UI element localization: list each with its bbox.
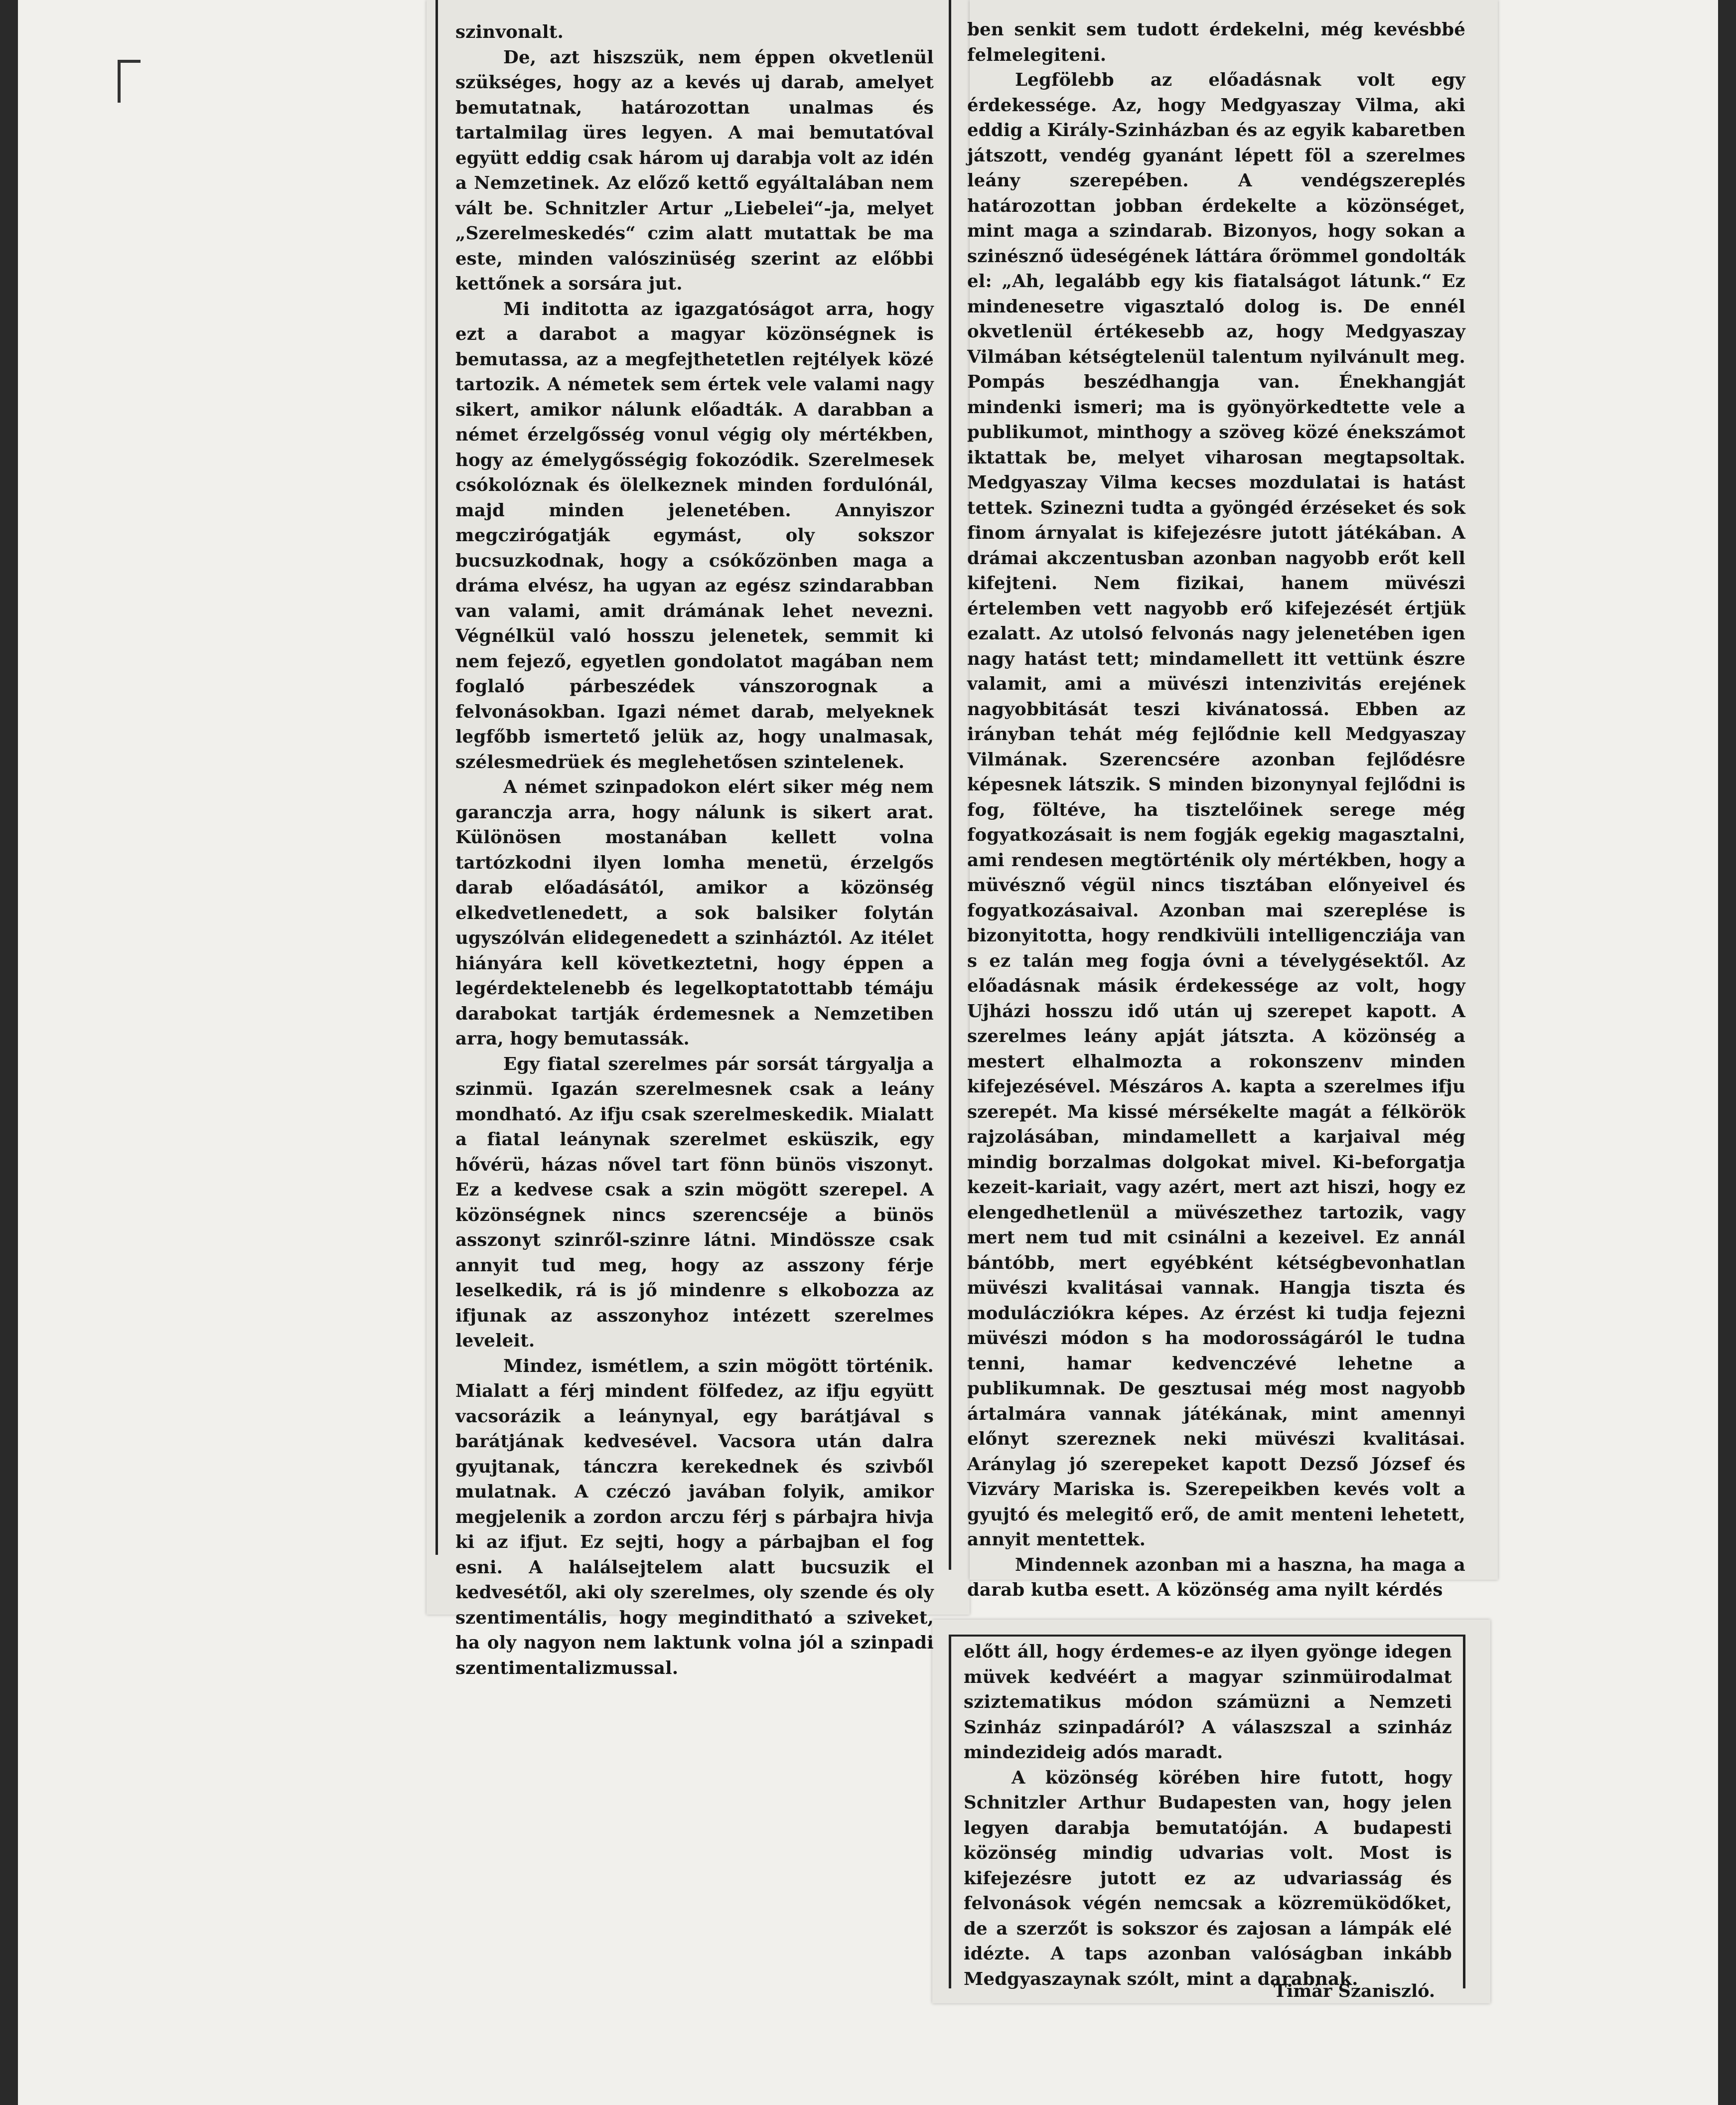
paragraph: Mi inditotta az igazgatóságot arra, hogy ezt a darabot a magyar közönségnek is bemutassa, az a megfejthetetlen rejtélyek közé tartozik. A németek sem értek vele valami nagy sikert, amikor nálunk előadták. A darabban a német érzelgősség vonul végig oly mértékben, hogy az émelygősségig fokozódik. Szerelmesek csókolóznak és ölelkeznek minden fordulónál, majd minden jelenetében. Annyiszor megczirógatják egymást, oly sokszor bucsuzkodnak, hogy a csókőzönben maga a dráma elvész, ha ugyan az egész szindarabban van valami, amit drámának lehet nevezni. Végnélkül való hosszu jelenetek, semmit ki nem fejező, egyetlen gondolatot magában nem foglaló párbeszédek vánszorognak a felvonásokban. Igazi német darab, melyeknek legfőbb ismertető jelük az, hogy unalmasak, szélesmedrüek és meglehetősen szintelenek. (455, 299, 934, 772)
column-rule-left (435, 0, 438, 1555)
column-rule-bottom-right (1463, 1635, 1465, 1988)
paragraph: Egy fiatal szerelmes pár sorsát tárgyalja a szinmü. Igazán szerelmesnek csak a leány mondható. Az ifju csak szerelmeskedik. Mialatt a fiatal leánynak szerelmet esküszik, egy hővérü, házas nővel tart fönn bünös viszonyt. Ez a kedvese csak a szin mögött szerepel. A közönségnek nincs szerencséje a bünös asszonyt szinről-szinre látni. Mindössze csak annyit tud meg, hogy az asszony férje leselkedik, rá is jő mindenre s elkobozza az ifjunak az asszonyhoz intézett szerelmes leveleit. (455, 1053, 934, 1351)
article-column-3 (964, 1640, 1452, 1992)
column-rule-middle (949, 0, 951, 1570)
author-signature: Timár Szaniszló. (1274, 1981, 1436, 2001)
article-column-1 (455, 20, 934, 1681)
film-border-left (0, 0, 18, 2105)
paragraph: De, azt hiszszük, nem éppen okvetlenül szükséges, hogy az a kevés uj darab, amelyet bemutatnak, határozottan unalmas és tartalmilag üres legyen. A mai bemutatóval együtt eddig csak három uj darabja volt az idén a Nemzetinek. Az előző kettő egyáltalában nem vált be. Schnitzler Artur „Liebelei“-ja, melyet „Szerelmeskedés“ czim alatt mutattak be ma este, minden valószinüség szerint az előbbi kettőnek a sorsára jut. (455, 47, 934, 294)
scan-sheet (18, 0, 1718, 2105)
paragraph: ben senkit sem tudott érdekelni, még kevésbbé felmelegiteni. (967, 19, 1465, 65)
paragraph: Mindennek azonban mi a haszna, ha maga a darab kutba esett. A közönség ama nyilt kérdés (967, 1554, 1465, 1600)
paragraph: szinvonalt. (455, 22, 564, 42)
paragraph: A közönség körében hire futott, hogy Schnitzler Arthur Budapesten van, hogy jelen legyen darabja bemutatóján. A budapesti közönség mindig udvarias volt. Most is kifejezésre jutott ez az udvariasság és felvonások végén nemcsak a közremüködőket, de a szerzőt is sokszor és zajosan a lámpák elé idézte. A taps azonban valóságban inkább Medgyaszaynak szólt, mint a darabnak. (964, 1767, 1452, 1989)
paragraph: A német szinpadokon elért siker még nem garanczja arra, hogy nálunk is sikert arat. Különösen mostanában kellett volna tartózkodni ilyen lomha menetü, érzelgős darab előadásától, amikor a közönség elkedvetlenedett, a sok balsiker folytán ugyszólván elidegenedett a szinháztól. Az itélet hiányára kell következtetni, hogy éppen a legérdektelenebb és legelkoptatottabb témáju darabokat tartják érdemesnek a Nemzetiben arra, hogy bemutassák. (455, 777, 934, 1049)
corner-mark (118, 60, 141, 103)
paragraph: előtt áll, hogy érdemes-e az ilyen gyönge idegen müvek kedvéért a magyar szinmüirodalmat sziztematikus módon számüzni a Nemzeti Szinház szinpadáról? A válaszszal a szinház mindezideig adós maradt. (964, 1642, 1452, 1763)
paragraph: Mindez, ismétlem, a szin mögött történik. Mialatt a férj mindent fölfedez, az ifju együtt vacsorázik a leánynyal, egy barátjával s barátjának kedvesével. Vacsora után dalra gyujtanak, tánczra kerekednek és szivből mulatnak. A czéczó javában folyik, amikor megjelenik a zordon arczu férj s párbajra hivja ki az ifjut. Ez sejti, hogy a párbajban el fog esni. A halálsejtelem alatt bucsuzik el kedvesétől, aki oly szerelmes, oly szende és oly szentimentális, hogy meginditható a sziveket, ha oly nagyon nem laktunk volna jól a szinpadi szentimentalizmussal. (455, 1355, 934, 1678)
column-rule-bottom-left (949, 1635, 951, 1988)
paragraph: Legfölebb az előadásnak volt egy érdekessége. Az, hogy Medgyaszay Vilma, aki eddig a Király-Szinházban és az egyik kabaretben játszott, vendég gyanánt lépett föl a szerelmes leány szerepében. A vendégszereplés határozottan jobban érdekelte a közönséget, mint maga a szindarab. Bizonyos, hogy sokan a szinésznő üdeségének láttára őrömmel gondolták el: „Ah, legalább egy kis fiatalságot látunk.“ Ez mindenesetre vigasztaló dolog is. De ennél okvetlenül értékesebb az, hogy Medgyaszay Vilmában kétségtelenül talentum nyilvánult meg. Pompás beszédhangja van. Énekhangját mindenki ismeri; ma is gyönyörkedtette vele a publikumot, minthogy a szöveg közé énekszámot iktattak be, melyet viharosan megtapsoltak. Medgyaszay Vilma kecses mozdulatai is hatást tettek. Szinezni tudta a gyöngéd érzéseket és sok finom árnyalat is kifejezésre jutott játékában. A drámai akczentusban azonban nagyobb erőt kell kifejteni. Nem fizikai, hanem müvészi értelemben vett nagyobb erő kifejezését értjük ezalatt. Az utolsó felvonás nagy jelenetében igen nagy hatást tett; mindamellett itt vettünk észre valamit, ami a müvészi intenzivitás erejének nagyobbitását teszi kivánatossá. Ebben az irányban tehát még fejlődnie kell Medgyaszay Vilmának. Szerencsére azonban fejlődésre képesnek látszik. S minden bizonynyal fejlődni is fog, föltéve, ha tisztelőinek serege még fogyatkozásait is nem fogják egekig magasztalni, ami rendesen megtörténik oly mértékben, hogy a müvésznő végül nincs tisztában előnyeivel és fogyatkozásaival. Azonban mai szereplése is bizonyitotta, hogy rendkivüli intelligencziája van s ez talán meg fogja óvni a tévelygésektől. Az előadásnak másik érdekessége az volt, hogy Ujházi hosszu idő után uj szerepet kapott. A szerelmes leány apját játszta. A közönség a mestert elhalmozta a rokonszenv minden kifejezésével. Mészáros A. kapta a szerelmes ifju szerepét. Ma kissé mérsékelte magát a félkörök rajzolásában, mindamellett a karjaival még mindig borzalmas dolgokat mivel. Ki-beforgatja kezeit-kariait, vagy azért, mert azt hiszi, hogy ez elengedhetlenül a müvészethez tartozik, vagy mert nem tud mit csinálni a kezeivel. Ez annál bántóbb, mert egyébként kétségbevonhatlan müvészi kvalitásai vannak. Hangja tiszta és modulácziókra képes. Az érzést ki tudja fejezni müvészi módon s ha modorosságáról le tudna tenni, hamar kedvenczévé lehetne a publikumnak. De gesztusai még most nagyobb ártalmára vannak játékának, mint amennyi előnyt szereznek neki müvészi kvalitásai. Aránylag jó szerepeket kapott Dezső József és Vizváry Mariska is. Szerepeikben kevés volt a gyujtó és melegitő erő, de amit menteni lehetett, annyit mentettek. (967, 70, 1465, 1550)
film-border-right (1718, 0, 1736, 2105)
article-column-2 (967, 17, 1465, 1603)
column-rule-top (949, 1635, 1465, 1637)
